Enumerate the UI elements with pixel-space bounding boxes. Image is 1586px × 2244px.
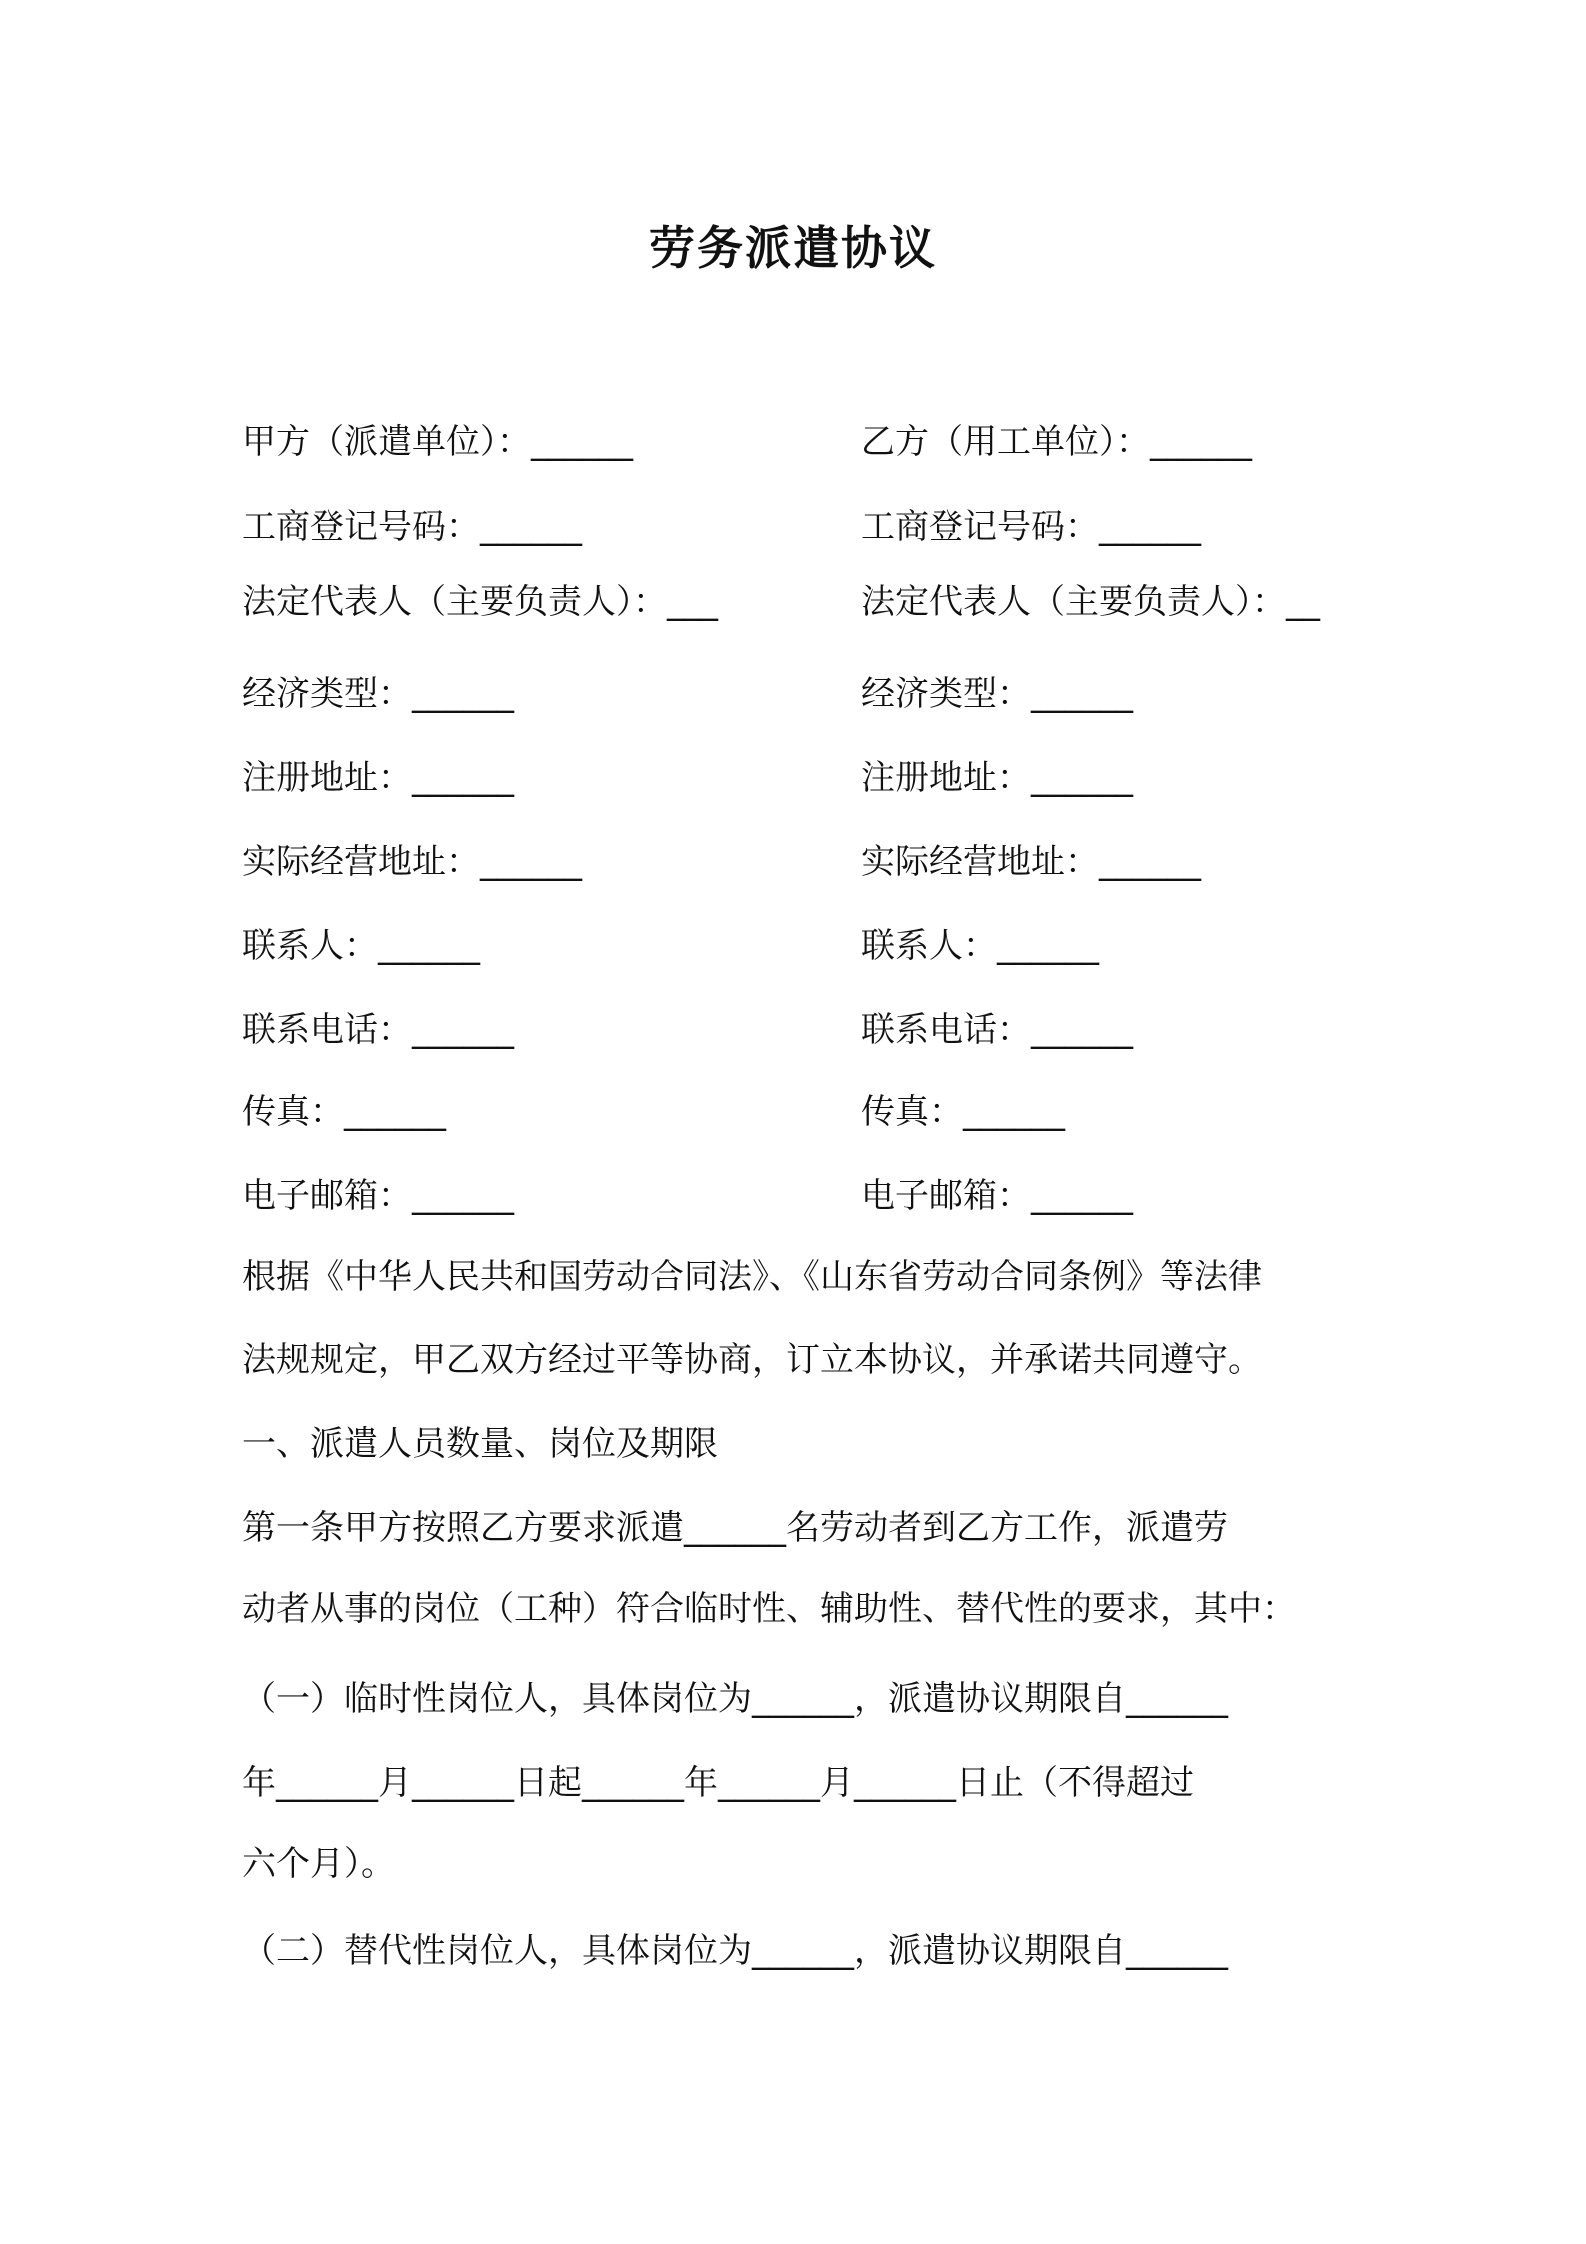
party-b-business-address-field: 实际经营地址：______ [861,842,1201,882]
party-a-registered-address-field: 注册地址：______ [242,758,514,798]
section-1-heading: 一、派遣人员数量、岗位及期限 [242,1424,718,1464]
clause-2-line-1: （二）替代性岗位人，具体岗位为______，派遣协议期限自______ [242,1931,1228,1971]
party-b-registration-field: 工商登记号码：______ [861,507,1201,547]
party-a-registration-field: 工商登记号码：______ [242,507,582,547]
clause-1-line-1: （一）临时性岗位人，具体岗位为______，派遣协议期限自______ [242,1679,1228,1719]
party-a-fax-field: 传真：______ [242,1092,446,1132]
party-b-email-field: 电子邮箱：______ [861,1176,1133,1216]
party-b-contact-field: 联系人：______ [861,926,1099,966]
party-a-email-field: 电子邮箱：______ [242,1176,514,1216]
party-a-legal-rep-field: 法定代表人（主要负责人）：___ [242,582,718,622]
preamble-line-2: 法规规定，甲乙双方经过平等协商，订立本协议，并承诺共同遵守。 [242,1340,1262,1380]
party-a-contact-field: 联系人：______ [242,926,480,966]
party-b-name-field: 乙方（用工单位）：______ [861,422,1252,462]
party-b-registered-address-field: 注册地址：______ [861,758,1133,798]
preamble-line-1: 根据《中华人民共和国劳动合同法》、《山东省劳动合同条例》等法律 [242,1257,1262,1297]
party-a-name-field: 甲方（派遣单位）：______ [242,422,633,462]
party-b-legal-rep-field: 法定代表人（主要负责人）：__ [861,582,1320,622]
clause-1-line-3: 六个月）。 [242,1844,395,1884]
party-b-fax-field: 传真：______ [861,1092,1065,1132]
party-a-business-address-field: 实际经营地址：______ [242,842,582,882]
article-1-line-1: 第一条甲方按照乙方要求派遣______名劳动者到乙方工作，派遣劳 [242,1508,1228,1548]
article-1-line-2: 动者从事的岗位（工种）符合临时性、辅助性、替代性的要求，其中： [242,1589,1296,1629]
party-b-economic-type-field: 经济类型：______ [861,674,1133,714]
party-a-phone-field: 联系电话：______ [242,1010,514,1050]
document-title: 劳务派遣协议 [649,221,937,275]
party-b-phone-field: 联系电话：______ [861,1010,1133,1050]
clause-1-line-2: 年______月______日起______年______月______日止（不得超过 [242,1763,1194,1803]
party-a-economic-type-field: 经济类型：______ [242,674,514,714]
